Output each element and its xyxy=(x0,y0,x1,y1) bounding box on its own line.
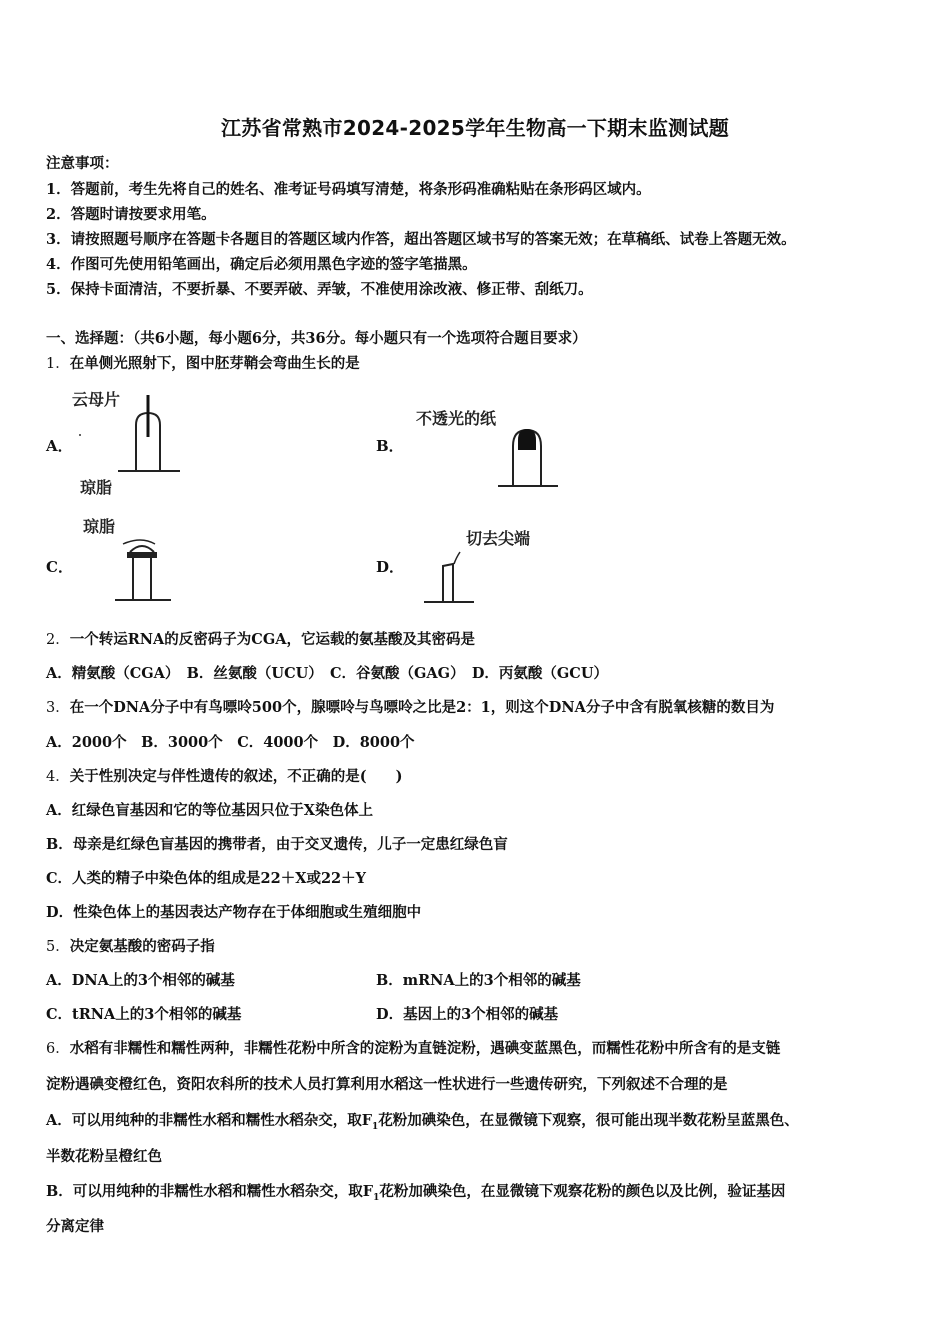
question-6-option-b xyxy=(46,1180,785,1203)
option-text: A．可以用纯种的非糯性水稻和糯性水稻杂交，取F xyxy=(46,1112,373,1129)
figure-c-agar-block xyxy=(127,552,157,558)
notice-heading: 注意事项： xyxy=(46,155,119,172)
page-title: 江苏省常熟市2024-2025学年生物高一下期末监测试题 xyxy=(220,116,730,140)
question-5-option-b: B．mRNA上的3个相邻的碱基 xyxy=(376,972,581,989)
question-stem: 决定氨基酸的密码子指 xyxy=(69,938,215,955)
question-6-stem-line-2: 淀粉遇碘变橙红色，资阳农科所的技术人员打算利用水稻这一性状进行一些遗传研究，下列叙述不合理的是 xyxy=(46,1076,728,1093)
question-4 xyxy=(46,765,402,786)
question-stem: 在一个DNA分子中有鸟嘌呤500个，腺嘌呤与鸟嘌呤之比是2：1，则这个DNA分子中含有脱氧核糖的数目为 xyxy=(69,699,775,716)
figure-d-tag: 切去尖端 xyxy=(466,529,531,548)
question-6-option-a-line-2: 半数花粉呈橙红色 xyxy=(46,1148,162,1165)
notice-item-1: 1．答题前，考生先将自己的姓名、准考证号码填写清楚，将条形码准确粘贴在条形码区域内。 xyxy=(46,181,651,198)
figure-c-tip xyxy=(130,546,154,552)
question-number: 1． xyxy=(46,356,70,372)
q1-option-b-label: B． xyxy=(376,437,404,455)
notice-item-3: 3．请按照题号顺序在答题卡各题目的答题区域内作答，超出答题区域书写的答案无效；在草稿纸、试卷上答题无效。 xyxy=(46,231,796,248)
figure-c-agar-pointer xyxy=(123,540,155,544)
question-1 xyxy=(46,352,360,373)
q1-option-a-label: A． xyxy=(46,437,73,455)
question-3-options: A．2000个 B．3000个 C．4000个 D．8000个 xyxy=(46,734,415,751)
question-6-option-a xyxy=(46,1109,799,1132)
question-5 xyxy=(46,935,215,956)
option-text: 花粉加碘染色，在显微镜下观察花粉的颜色以及比例，验证基因 xyxy=(379,1183,786,1200)
notice-item-5: 5．保持卡面清洁，不要折暴、不要弄破、弄皱，不准使用涂改液、修正带、刮纸刀。 xyxy=(46,281,593,298)
figure-d-pointer xyxy=(454,552,460,564)
question-5-option-d: D．基因上的3个相邻的碱基 xyxy=(376,1006,559,1023)
option-text: 花粉加碘染色，在显微镜下观察，很可能出现半数花粉呈蓝黑色、 xyxy=(378,1112,799,1129)
question-number: 5． xyxy=(46,939,70,955)
question-5-option-a: A．DNA上的3个相邻的碱基 xyxy=(46,972,235,989)
notice-item-2: 2．答题时请按要求用笔。 xyxy=(46,206,216,223)
figure-b-tag: 不透光的纸 xyxy=(416,409,497,428)
figure-a-coleoptile-mica xyxy=(68,385,208,500)
question-4-option-d: D．性染色体上的基因表达产物存在于体细胞或生殖细胞中 xyxy=(46,904,422,921)
question-4-option-b: B．母亲是红绿色盲基因的携带者，由于交叉遗传，儿子一定患红绿色盲 xyxy=(46,836,508,853)
question-3 xyxy=(46,696,774,717)
question-number: 6． xyxy=(46,1041,70,1057)
section-heading: 一、选择题：（共6小题，每小题6分，共36分。每小题只有一个选项符合题目要求） xyxy=(46,330,587,347)
figure-c-coleoptile-agar xyxy=(75,512,195,607)
figure-a-tag-mica: 云母片 xyxy=(72,390,121,409)
figure-c-tag: 琼脂 xyxy=(83,517,116,536)
question-number: 4． xyxy=(46,769,70,785)
option-text: B．可以用纯种的非糯性水稻和糯性水稻杂交，取F xyxy=(46,1183,374,1200)
notice-item-4: 4．作图可先使用铅笔画出，确定后必须用黑色字迹的签字笔描黑。 xyxy=(46,256,477,273)
q1-option-d-label: D． xyxy=(376,558,405,576)
question-number: 3． xyxy=(46,700,70,716)
figure-d-coleoptile-decapitated xyxy=(410,520,560,610)
subscript: 1 xyxy=(372,1121,379,1132)
subscript: 1 xyxy=(373,1192,380,1203)
figure-b-coleoptile-opaque-cap xyxy=(410,400,570,495)
question-2-options: A．精氨酸（CGA） B．丝氨酸（UCU） C．谷氨酸（GAG） D．丙氨酸（GCU） xyxy=(46,665,608,682)
figure-c-coleoptile xyxy=(133,558,151,600)
question-5-option-c: C．tRNA上的3个相邻的碱基 xyxy=(46,1006,242,1023)
figure-d-coleoptile xyxy=(443,564,453,602)
question-4-option-c: C．人类的精子中染色体的组成是22＋X或22＋Y xyxy=(46,870,366,887)
question-4-option-a: A．红绿色盲基因和它的等位基因只位于X染色体上 xyxy=(46,802,373,819)
question-stem-line-1: 水稻有非糯性和糯性两种，非糯性花粉中所含的淀粉为直链淀粉，遇碘变蓝黑色，而糯性花粉中所含有的是支链 xyxy=(69,1040,781,1057)
question-6 xyxy=(46,1037,780,1058)
question-6-option-b-line-2: 分离定律 xyxy=(46,1218,104,1235)
question-stem: 在单侧光照射下，图中胚芽鞘会弯曲生长的是 xyxy=(69,355,360,372)
question-number: 2． xyxy=(46,632,70,648)
question-stem: 关于性别决定与伴性遗传的叙述，不正确的是( ) xyxy=(69,768,403,785)
figure-a-tag-agar: 琼脂 xyxy=(80,478,113,497)
figure-b-opaque-cap xyxy=(518,429,536,450)
q1-option-c-label: C． xyxy=(46,558,73,576)
question-stem: 一个转运RNA的反密码子为CGA，它运载的氨基酸及其密码是 xyxy=(69,631,475,648)
question-2 xyxy=(46,628,475,649)
